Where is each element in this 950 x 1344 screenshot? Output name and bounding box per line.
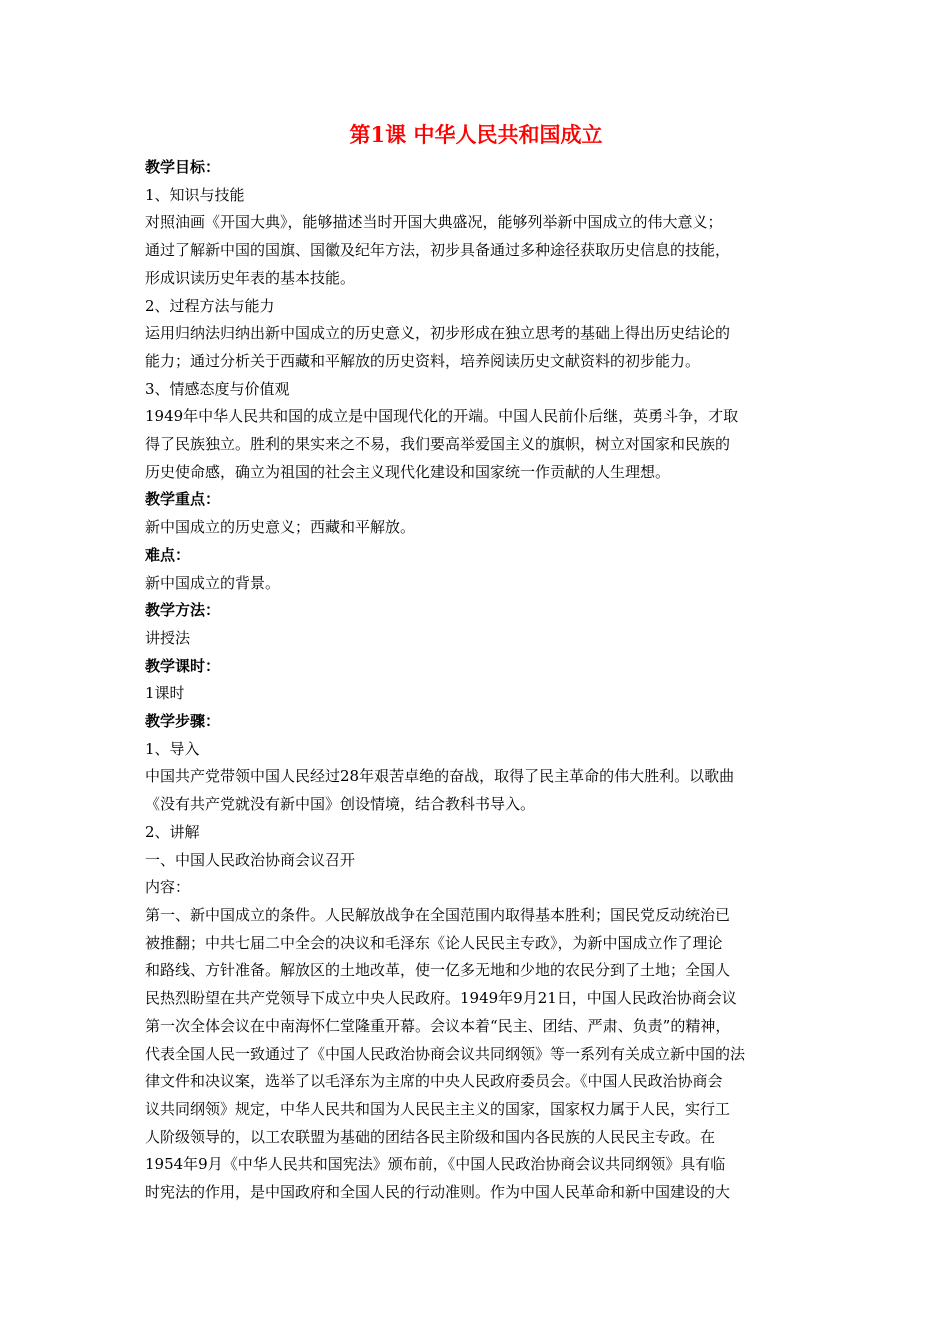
- text-line: 3、情感态度与价值观: [145, 379, 290, 398]
- text-line: 时宪法的作用，是中国政府和全国人民的行动准则。作为中国人民革命和新中国建设的大: [145, 1183, 731, 1202]
- text-line: 被推翻；中共七届二中全会的决议和毛泽东《论人民民主专政》，为新中国成立作了理论: [145, 933, 723, 952]
- text-line: 历史使命感，确立为祖国的社会主义现代化建设和国家统一作贡献的人生理想。: [145, 462, 671, 481]
- text-line: 人阶级领导的，以工农联盟为基础的团结各民主阶级和国内各民族的人民民主专政。在: [145, 1127, 716, 1146]
- text-line: 《没有共产党就没有新中国》创设情境，结合教科书导入。: [145, 795, 536, 814]
- text-line: 通过了解新中国的国旗、国徽及纪年方法，初步具备通过多种途径获取历史信息的技能，: [145, 241, 731, 260]
- text-line: 对照油画《开国大典》，能够描述当时开国大典盛况，能够列举新中国成立的伟大意义；: [145, 213, 723, 232]
- text-line: 得了民族独立。胜利的果实来之不易，我们要高举爱国主义的旗帜，树立对国家和民族的: [145, 435, 731, 454]
- text-line: 1、知识与技能: [145, 185, 245, 204]
- text-line: 新中国成立的历史意义；西藏和平解放。: [145, 518, 416, 537]
- text-line: 形成识读历史年表的基本技能。: [145, 268, 356, 287]
- text-line: 民热烈盼望在共产党领导下成立中央人民政府。1949年9月21日，中国人民政治协商会议: [145, 989, 737, 1008]
- section-heading: 教学课时：: [145, 656, 221, 675]
- section-heading: 教学步骤：: [145, 712, 221, 731]
- text-line: 新中国成立的背景。: [145, 573, 281, 592]
- text-line: 1949年中华人民共和国的成立是中国现代化的开端。中国人民前仆后继，英勇斗争，才取: [145, 407, 739, 426]
- section-heading: 教学目标：: [145, 158, 221, 176]
- section-heading: 难点：: [145, 545, 191, 564]
- text-line: 第一次全体会议在中南海怀仁堂隆重开幕。会议本着“民主、团结、严肃、负责”的精神，: [145, 1016, 731, 1035]
- text-line: 1954年9月《中华人民共和国宪法》颁布前，《中国人民政治协商会议共同纲领》具有临: [145, 1155, 726, 1174]
- text-line: 一、中国人民政治协商会议召开: [145, 850, 356, 869]
- section-heading: 教学方法：: [145, 601, 221, 620]
- text-line: 2、讲解: [145, 822, 200, 841]
- text-line: 中国共产党带领中国人民经过28年艰苦卓绝的奋战，取得了民主革命的伟大胜利。以歌曲: [145, 767, 735, 786]
- document-title: 第1课 中华人民共和国成立: [349, 122, 603, 147]
- text-line: 代表全国人民一致通过了《中国人民政治协商会议共同纲领》等一系列有关成立新中国的法: [145, 1044, 746, 1063]
- text-line: 讲授法: [145, 628, 191, 647]
- text-line: 第一、新中国成立的条件。人民解放战争在全国范围内取得基本胜利；国民党反动统治已: [145, 905, 731, 924]
- text-line: 2、过程方法与能力: [145, 296, 275, 315]
- text-line: 律文件和决议案，选举了以毛泽东为主席的中央人民政府委员会。《中国人民政治协商会: [145, 1072, 723, 1091]
- section-heading: 教学重点：: [145, 490, 221, 509]
- document-page: [145, 118, 807, 1207]
- text-line: 能力；通过分析关于西藏和平解放的历史资料，培养阅读历史文献资料的初步能力。: [145, 351, 701, 370]
- text-line: 内容：: [145, 878, 191, 897]
- text-line: 1、导入: [145, 739, 200, 758]
- text-line: 和路线、方针准备。解放区的土地改革，使一亿多无地和少地的农民分到了土地；全国人: [145, 961, 731, 980]
- text-line: 1课时: [145, 684, 185, 703]
- document-body: [145, 154, 807, 1207]
- text-line: 运用归纳法归纳出新中国成立的历史意义，初步形成在独立思考的基础上得出历史结论的: [145, 324, 731, 343]
- text-line: 议共同纲领》规定，中华人民共和国为人民民主主义的国家，国家权力属于人民，实行工: [145, 1099, 731, 1118]
